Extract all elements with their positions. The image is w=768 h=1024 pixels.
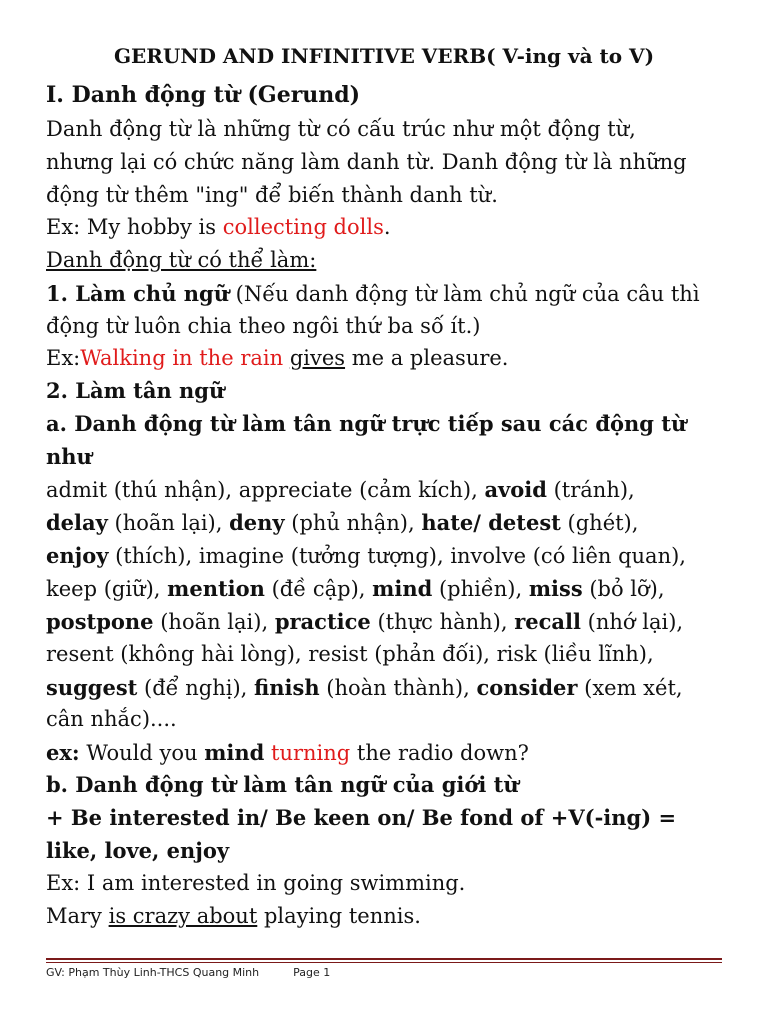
footer-author: GV: Phạm Thùy Linh-THCS Quang Minh — [46, 966, 260, 979]
verb-text: admit (thú nhận), appreciate (cảm kích), — [46, 478, 485, 502]
verb-text: (nhớ lại), — [581, 610, 684, 634]
highlighted-gerund: collecting dolls — [222, 215, 384, 239]
preposition-object-heading: b. Danh động từ làm tân ngữ của giới từ — [46, 772, 519, 797]
example-text: me a pleasure. — [345, 346, 509, 370]
verb-list-line-1 — [46, 477, 635, 502]
footer-divider — [46, 958, 722, 960]
verb-text: (phiền), — [432, 577, 529, 601]
subject-rule-text: (Nếu danh động từ làm chủ ngữ của câu thì — [229, 282, 700, 306]
underlined-phrase: is crazy about — [108, 904, 258, 928]
verb-bold: miss — [528, 576, 583, 601]
example-text: playing tennis. — [257, 904, 421, 928]
page-footer — [46, 966, 330, 979]
verb-text: (thích), imagine (tưởng tượng), involve (có liên quan), — [108, 544, 686, 568]
verb-bold: mention — [167, 576, 265, 601]
example-tennis — [46, 904, 421, 928]
verb-bold: consider — [476, 675, 578, 700]
verb-bold: recall — [514, 609, 581, 634]
verb-bold: postpone — [46, 609, 154, 634]
verb-bold: suggest — [46, 675, 138, 700]
example-swimming: Ex: I am interested in going swimming. — [46, 871, 466, 895]
example-hobby — [46, 215, 391, 239]
intro-line-1: Danh động từ là những từ có cấu trúc như một động từ, — [46, 117, 636, 141]
verb-text: (xem xét, — [577, 676, 683, 700]
verb-bold: enjoy — [46, 543, 109, 568]
verb-text: (thực hành), — [370, 610, 515, 634]
direct-object-heading-2: như — [46, 444, 92, 469]
verb-list-line-5 — [46, 609, 683, 634]
rule-line-2: like, love, enjoy — [46, 838, 230, 863]
example-text — [283, 346, 290, 370]
verb-text: (ghét), — [560, 511, 639, 535]
example-text: Ex: — [46, 346, 81, 370]
subject-rule-line-1 — [46, 281, 700, 306]
verb-text: (hoãn lại), — [107, 511, 230, 535]
highlighted-gerund: turning — [271, 741, 351, 765]
subject-rule-line-2: động từ luôn chia theo ngôi thứ ba số ít.) — [46, 314, 481, 338]
highlighted-gerund: Walking in the rain — [80, 346, 284, 370]
example-mind — [46, 740, 529, 765]
footer-divider — [46, 962, 722, 963]
verb-bold: avoid — [484, 477, 547, 502]
section-heading-gerund: I. Danh động từ (Gerund) — [46, 82, 361, 108]
underlined-verb: gives — [289, 346, 346, 370]
footer-page-number: Page 1 — [293, 966, 331, 979]
example-text: the radio down? — [350, 741, 529, 765]
verb-text: (tránh), — [546, 478, 635, 502]
verb-text: (hoãn lại), — [153, 610, 275, 634]
verb-bold: delay — [46, 510, 108, 535]
example-walking — [46, 346, 508, 370]
verb-text: (phủ nhận), — [284, 511, 422, 535]
verb-bold: mind — [204, 740, 265, 765]
verb-bold: mind — [372, 576, 433, 601]
document-title: GERUND AND INFINITIVE VERB( V-ing và to V) — [113, 44, 655, 68]
example-label: ex: — [46, 740, 80, 765]
verb-bold: deny — [229, 510, 285, 535]
verb-list-line-7 — [46, 675, 683, 700]
subject-rule-heading: 1. Làm chủ ngữ — [46, 281, 229, 306]
verb-text: (bỏ lỡ), — [582, 577, 665, 601]
verb-text: keep (giữ), — [46, 577, 168, 601]
verb-bold: hate/ detest — [421, 510, 561, 535]
example-text: Ex: My hobby is — [46, 215, 223, 239]
verb-list-line-8: cân nhắc).... — [46, 707, 177, 731]
example-text: Mary — [46, 904, 109, 928]
example-text: Would you — [79, 741, 205, 765]
verb-list-line-4 — [46, 576, 665, 601]
intro-line-3: động từ thêm "ing" để biến thành danh từ. — [46, 183, 498, 207]
verb-text: (để nghị), — [137, 676, 255, 700]
verb-text: (đề cập), — [264, 577, 373, 601]
intro-line-2: nhưng lại có chức năng làm danh từ. Danh động từ là những — [46, 150, 687, 174]
direct-object-heading-1: a. Danh động từ làm tân ngữ trực tiếp sau các động từ — [46, 411, 687, 436]
verb-bold: finish — [254, 675, 320, 700]
verb-list-line-6: resent (không hài lòng), resist (phản đối), risk (liều lĩnh), — [46, 642, 654, 666]
verb-list-line-2 — [46, 510, 638, 535]
can-do-heading: Danh động từ có thể làm: — [46, 248, 317, 272]
example-text: . — [383, 215, 391, 239]
verb-text: (hoàn thành), — [319, 676, 477, 700]
rule-line-1: + Be interested in/ Be keen on/ Be fond of +V(-ing) = — [46, 805, 677, 830]
object-heading: 2. Làm tân ngữ — [46, 378, 225, 403]
verb-list-line-3 — [46, 543, 686, 568]
verb-bold: practice — [274, 609, 371, 634]
